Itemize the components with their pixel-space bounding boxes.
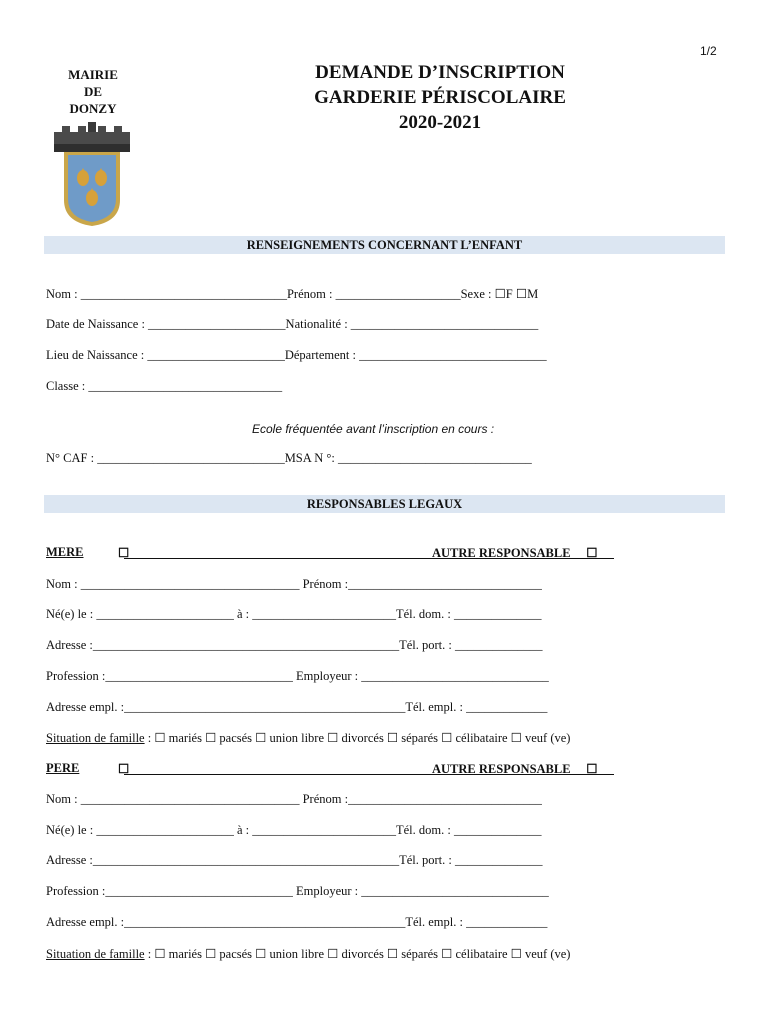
enfant-row-lieu[interactable]: Lieu de Naissance : ______________________Département : ______________________________ bbox=[46, 348, 547, 362]
pere-row-adresse[interactable]: Adresse :_________________________________________________Tél. port. : ______________ bbox=[46, 853, 543, 867]
mere-row-nom[interactable]: Nom : ___________________________________ Prénom :_______________________________ bbox=[46, 577, 542, 591]
enfant-row-naissance[interactable]: Date de Naissance : ______________________Nationalité : ______________________________ bbox=[46, 317, 539, 331]
mere-checkbox[interactable]: ☐ bbox=[118, 546, 130, 560]
mere-situation[interactable] bbox=[46, 730, 570, 746]
pere-autre-responsable[interactable]: AUTRE RESPONSABLE __☐ bbox=[432, 762, 598, 776]
pere-row-profession[interactable]: Profession :______________________________ Employeur : ______________________________ bbox=[46, 884, 549, 898]
pere-header bbox=[46, 761, 626, 777]
mere-header bbox=[46, 545, 626, 561]
pere-situation-label: Situation de famille bbox=[46, 947, 145, 961]
title-line-1: DEMANDE D’INSCRIPTION bbox=[315, 62, 565, 83]
pere-situation[interactable] bbox=[46, 946, 570, 962]
mairie-line-3: DONZY bbox=[69, 101, 117, 116]
pere-situation-options[interactable]: : ☐ mariés ☐ pacsés ☐ union libre ☐ divorcés ☐ séparés ☐ célibataire ☐ veuf (ve) bbox=[144, 947, 571, 961]
mere-row-naissance[interactable]: Né(e) le : ______________________ à : _______________________Tél. dom. : ______________ bbox=[46, 607, 542, 621]
enfant-row-nom[interactable]: Nom : _________________________________Prénom : ____________________Sexe : ☐F ☐M bbox=[46, 287, 539, 301]
section-header-enfant: RENSEIGNEMENTS CONCERNANT L’ENFANT bbox=[44, 236, 725, 254]
pere-label: PERE bbox=[46, 761, 80, 775]
enfant-row-classe[interactable]: Classe : _______________________________ bbox=[46, 379, 283, 393]
mere-situation-options[interactable]: : ☐ mariés ☐ pacsés ☐ union libre ☐ divorcés ☐ séparés ☐ célibataire ☐ veuf (ve) bbox=[144, 731, 571, 745]
mairie-line-2: DE bbox=[83, 84, 103, 99]
mairie-label bbox=[52, 66, 134, 117]
mere-row-profession[interactable]: Profession :______________________________ Employeur : ______________________________ bbox=[46, 669, 549, 683]
coat-of-arms-logo bbox=[48, 122, 136, 230]
ecole-label: Ecole fréquentée avant l’inscription en cours : bbox=[252, 422, 495, 436]
mere-autre-responsable[interactable]: AUTRE RESPONSABLE __☐ bbox=[432, 546, 598, 560]
mere-row-adresse[interactable]: Adresse :_________________________________________________Tél. port. : ______________ bbox=[46, 638, 543, 652]
pere-row-naissance[interactable]: Né(e) le : ______________________ à : _______________________Tél. dom. : ______________ bbox=[46, 823, 542, 837]
pere-row-adresse-empl[interactable]: Adresse empl. :_____________________________________________Tél. empl. : _____________ bbox=[46, 915, 548, 929]
page-title bbox=[270, 60, 610, 135]
mere-situation-label: Situation de famille bbox=[46, 731, 145, 745]
pere-checkbox[interactable]: ☐ bbox=[118, 762, 130, 776]
title-line-3: 2020-2021 bbox=[398, 112, 482, 133]
pere-row-nom[interactable]: Nom : ___________________________________ Prénom :_______________________________ bbox=[46, 792, 542, 806]
enfant-row-caf[interactable]: N° CAF : ______________________________MSA N °: _______________________________ bbox=[46, 451, 532, 465]
page-number: 1/2 bbox=[700, 44, 717, 58]
mere-row-adresse-empl[interactable]: Adresse empl. :_____________________________________________Tél. empl. : _____________ bbox=[46, 700, 548, 714]
section-header-responsables: RESPONSABLES LEGAUX bbox=[44, 495, 725, 513]
mairie-line-1: MAIRIE bbox=[68, 67, 118, 82]
title-line-2: GARDERIE PÉRISCOLAIRE bbox=[314, 87, 566, 108]
mere-label: MERE bbox=[46, 545, 84, 559]
